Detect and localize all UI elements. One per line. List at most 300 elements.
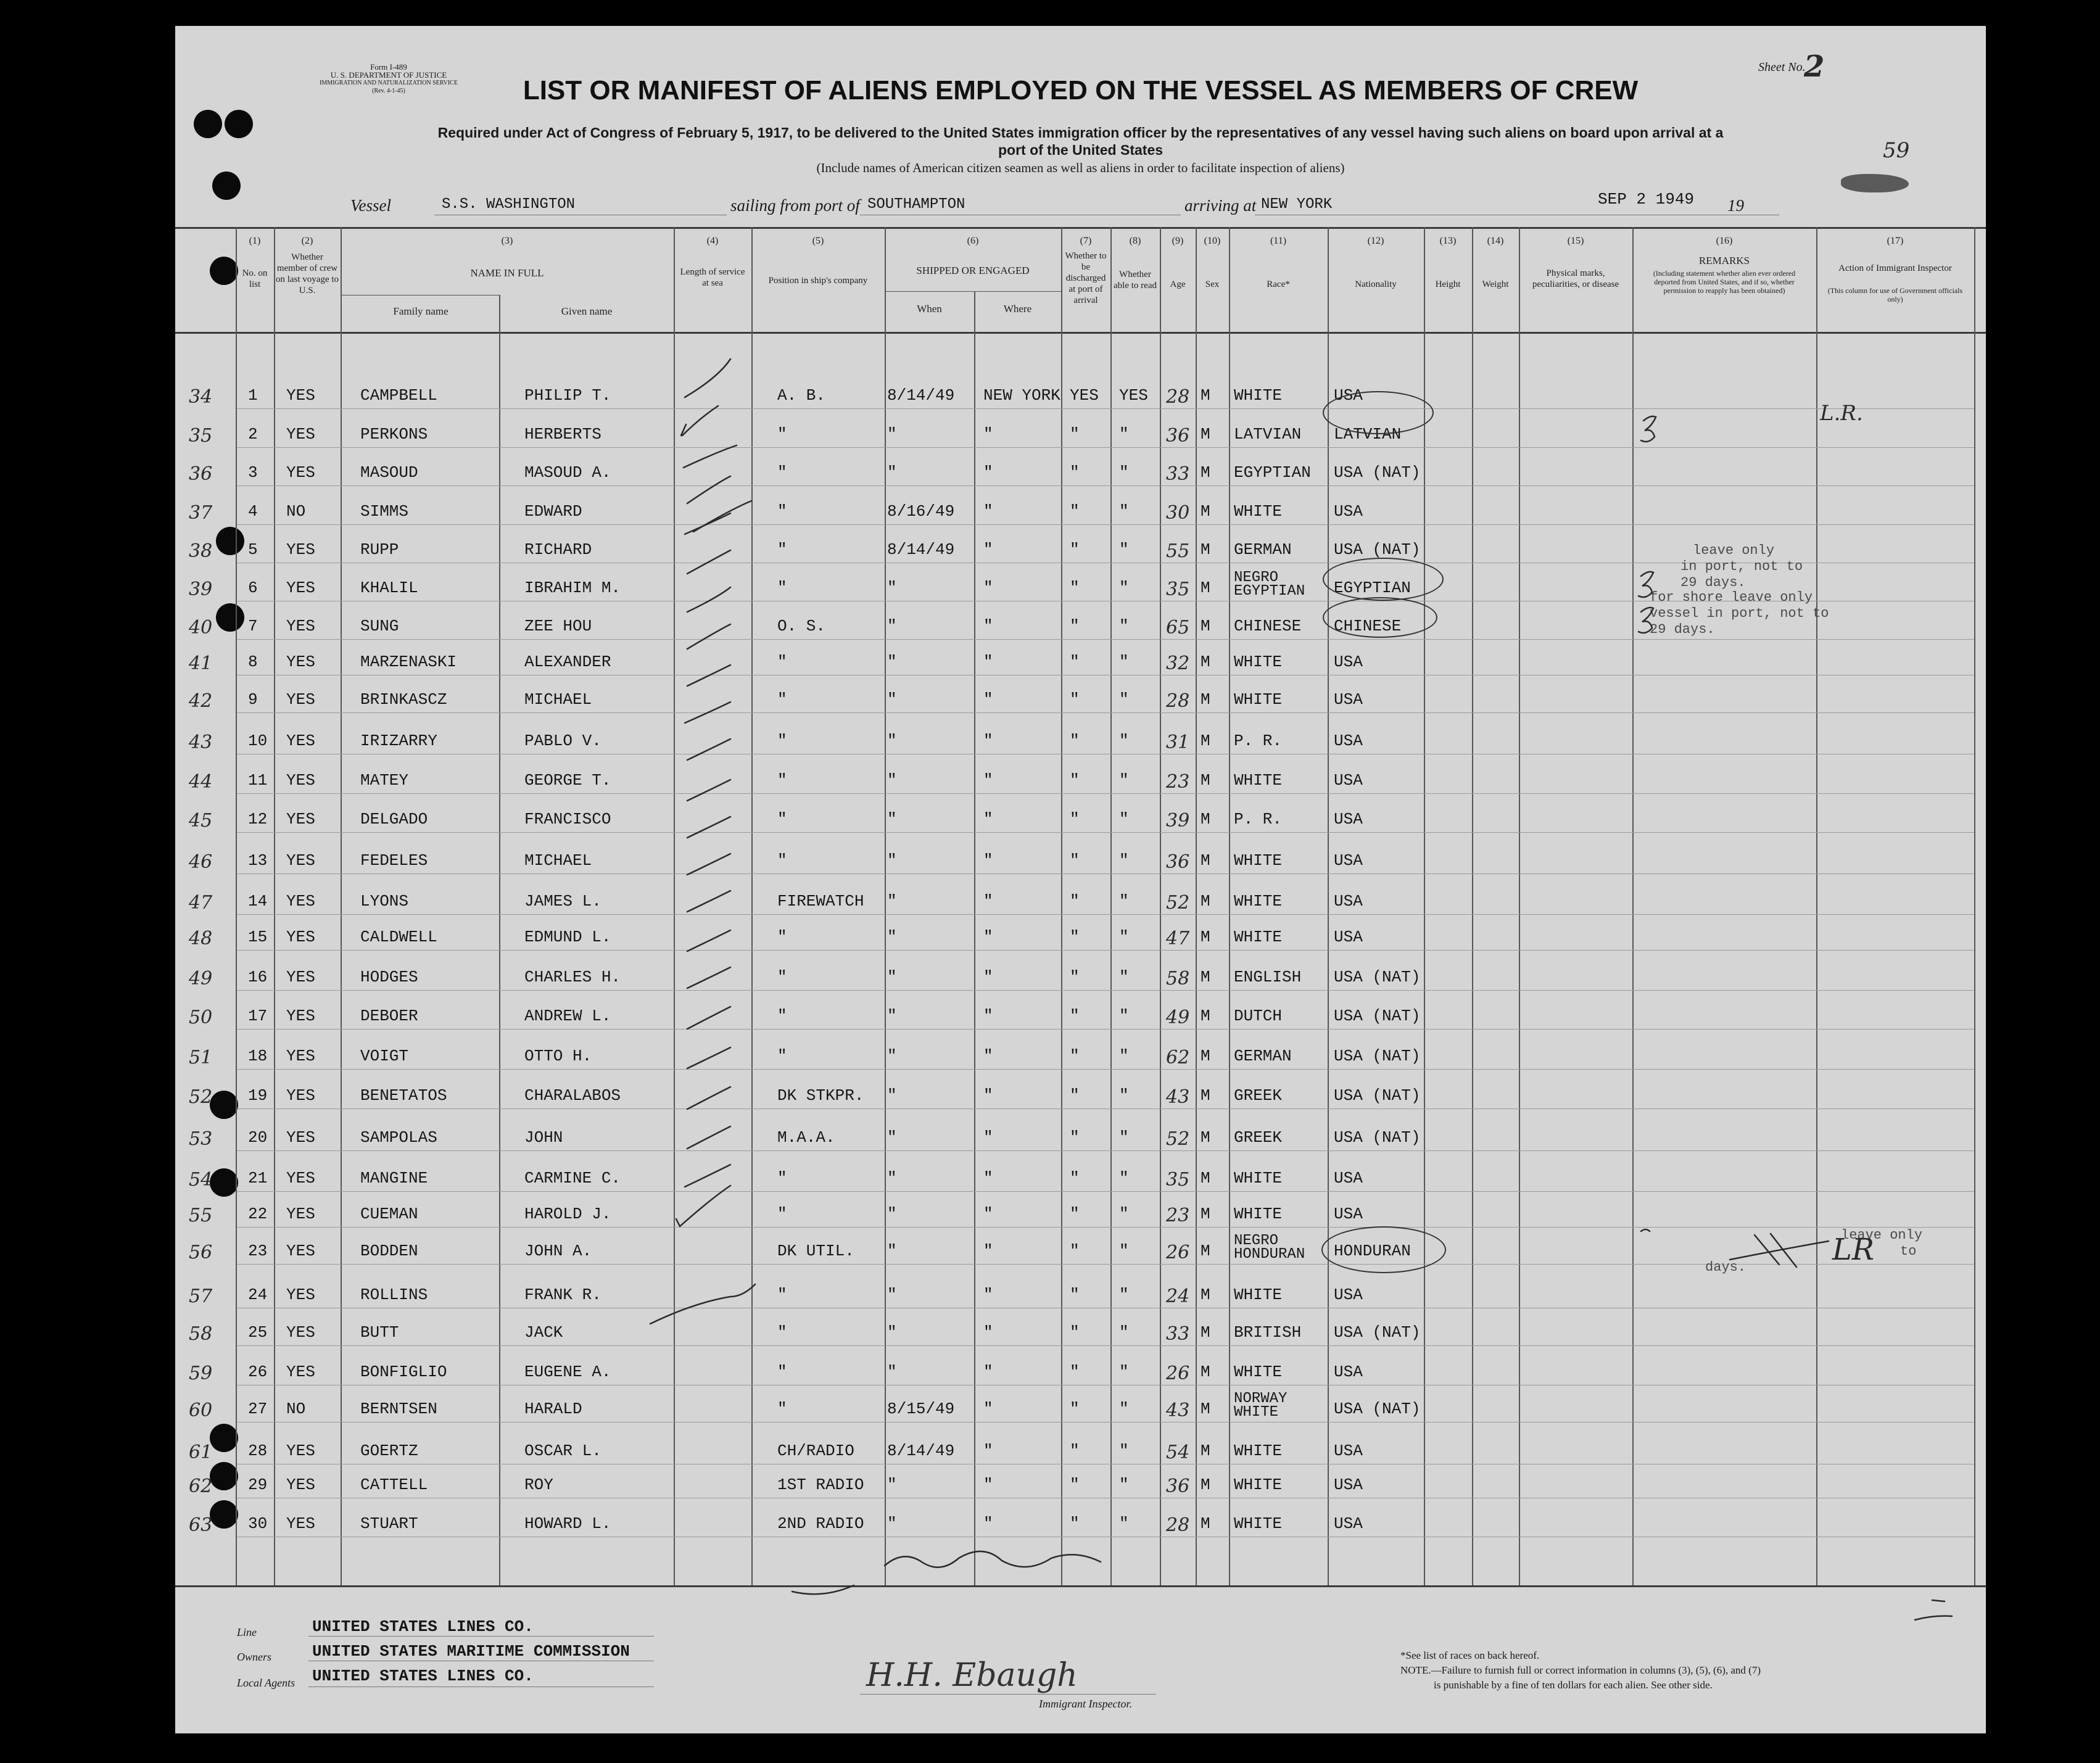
row-able-to-read: ": [1119, 540, 1129, 559]
col-13-num: (13): [1439, 236, 1457, 246]
row-able-to-read: ": [1119, 851, 1129, 870]
row-position: DK STKPR.: [777, 1086, 864, 1105]
line-label: Line: [237, 1626, 257, 1638]
row-able-to-read: ": [1119, 1363, 1129, 1381]
row-race: GERMAN: [1234, 540, 1292, 559]
row-race: WHITE: [1234, 1476, 1283, 1494]
row-sequence-number: 60: [189, 1400, 213, 1421]
row-shipped-when: 8/16/49: [887, 502, 955, 521]
row-list-number: 21: [248, 1169, 268, 1187]
row-last-voyage: YES: [286, 1442, 315, 1460]
row-list-number: 7: [248, 617, 258, 635]
row-age: 43: [1166, 1086, 1190, 1108]
row-age: 54: [1166, 1442, 1190, 1463]
row-shipped-where: NEW YORK: [983, 386, 1060, 405]
row-position: ": [777, 1286, 787, 1304]
row-shipped-when: ": [887, 1323, 897, 1342]
row-family-name: ROLLINS: [360, 1286, 428, 1304]
row-discharged: ": [1070, 1476, 1080, 1494]
sheet-number: 2: [1804, 49, 1825, 84]
row-discharged: ": [1070, 617, 1080, 635]
row-sex: M: [1201, 690, 1210, 709]
row-list-number: 15: [248, 928, 268, 946]
row-race: GREEK: [1234, 1128, 1283, 1147]
owners-label: Owners: [237, 1651, 272, 1663]
row-position: ": [777, 579, 787, 597]
row-sequence-number: 55: [189, 1205, 213, 1226]
row-given-name: CHARLES H.: [524, 968, 621, 986]
row-given-name: RICHARD: [524, 540, 592, 559]
row-able-to-read: ": [1119, 1514, 1129, 1533]
row-sequence-number: 42: [189, 690, 213, 712]
row-family-name: HODGES: [360, 968, 418, 986]
row-last-voyage: YES: [286, 1086, 315, 1105]
row-race: BRITISH: [1234, 1323, 1302, 1342]
row-sequence-number: 45: [189, 810, 213, 832]
row-family-name: BERNTSEN: [360, 1400, 437, 1418]
row-nationality: USA (NAT): [1334, 968, 1421, 986]
col-2-num: (2): [301, 236, 313, 246]
row-nationality: USA: [1334, 653, 1363, 671]
row-sequence-number: 61: [189, 1442, 213, 1463]
row-last-voyage: YES: [286, 690, 315, 709]
row-given-name: MICHAEL: [524, 690, 592, 709]
row-given-name: PABLO V.: [524, 732, 601, 750]
row-given-name: EDMUND L.: [524, 928, 611, 946]
vessel-label: Vessel: [350, 196, 391, 215]
row-race: ENGLISH: [1234, 968, 1302, 986]
row-last-voyage: YES: [286, 1242, 315, 1260]
row-shipped-when: 8/15/49: [887, 1400, 955, 1418]
col-8-num: (8): [1129, 236, 1141, 246]
row-able-to-read: ": [1119, 1007, 1129, 1025]
row-nationality: USA: [1334, 771, 1363, 790]
row-discharged: ": [1070, 892, 1080, 910]
row-position: DK UTIL.: [777, 1242, 854, 1260]
row-sex: M: [1201, 810, 1210, 828]
row-race: WHITE: [1234, 771, 1283, 790]
row-sequence-number: 48: [189, 928, 213, 949]
row-position: ": [777, 540, 787, 559]
col-9-header: Age: [1170, 279, 1186, 289]
row-last-voyage: YES: [286, 386, 315, 405]
row-able-to-read: ": [1119, 1476, 1129, 1494]
row-sex: M: [1201, 1442, 1210, 1460]
col-3-header: NAME IN FULL: [470, 267, 544, 279]
row-given-name: ROY: [524, 1476, 553, 1494]
col-7-header: Whether to be discharged at port of arrival: [1065, 251, 1107, 305]
row-race: WHITE: [1234, 690, 1283, 709]
row-position: ": [777, 1047, 787, 1065]
row-sequence-number: 36: [189, 463, 213, 485]
row-age: 33: [1166, 463, 1190, 485]
row-nationality: USA (NAT): [1334, 1128, 1421, 1147]
row-position: M.A.A.: [777, 1128, 835, 1147]
row-nationality: USA: [1334, 690, 1363, 709]
row-sex: M: [1201, 1323, 1210, 1342]
arrival-date: SEP 2 1949: [1598, 190, 1695, 209]
row-age: 23: [1166, 771, 1190, 793]
remark-line: 29 days.: [1650, 622, 1715, 637]
row-discharged: ": [1070, 771, 1080, 790]
row-nationality: EGYPTIAN: [1334, 579, 1411, 597]
row-position: CH/RADIO: [777, 1442, 854, 1460]
col-given-name: Given name: [561, 305, 613, 317]
row-sequence-number: 58: [189, 1323, 213, 1345]
row-discharged: ": [1070, 928, 1080, 946]
row-able-to-read: YES: [1119, 386, 1148, 405]
row-race: WHITE: [1234, 653, 1283, 671]
col-15-header: Physical marks, peculiarities, or disease: [1532, 268, 1619, 289]
row-age: 32: [1166, 653, 1190, 674]
row-sequence-number: 40: [189, 617, 213, 638]
row-discharged: ": [1070, 1286, 1080, 1304]
row-family-name: STUART: [360, 1514, 418, 1533]
row-given-name: HOWARD L.: [524, 1514, 611, 1533]
row-list-number: 2: [248, 425, 258, 444]
row-last-voyage: NO: [286, 1400, 306, 1418]
row-sex: M: [1201, 653, 1210, 671]
row-shipped-when: ": [887, 690, 897, 709]
row-family-name: BUTT: [360, 1323, 399, 1342]
row-position: ": [777, 502, 787, 521]
row-shipped-where: ": [983, 1400, 993, 1418]
col-14-num: (14): [1487, 236, 1504, 246]
col-11-num: (11): [1270, 236, 1287, 246]
col-12-header: Nationality: [1355, 279, 1397, 289]
row-shipped-where: ": [983, 502, 993, 521]
row-shipped-where: ": [983, 771, 993, 790]
row-list-number: 24: [248, 1286, 268, 1304]
row-sequence-number: 63: [189, 1514, 213, 1536]
row-able-to-read: ": [1119, 1400, 1129, 1418]
row-nationality: USA (NAT): [1334, 1047, 1421, 1065]
manifest-sheet: [175, 26, 1986, 1733]
row-shipped-when: ": [887, 1169, 897, 1187]
row-age: 26: [1166, 1363, 1190, 1384]
remark-line: 29 days.: [1680, 575, 1746, 590]
row-position: ": [777, 1400, 787, 1418]
row-given-name: JACK: [524, 1323, 563, 1342]
sheet-label: Sheet No.: [1758, 60, 1806, 74]
row-able-to-read: ": [1119, 732, 1129, 750]
row-family-name: RUPP: [360, 540, 399, 559]
row-nationality: USA: [1334, 810, 1363, 828]
row-list-number: 16: [248, 968, 268, 986]
row-last-voyage: YES: [286, 579, 315, 597]
remark-line: days.: [1705, 1260, 1747, 1275]
col-11-header: Race*: [1267, 279, 1290, 289]
row-list-number: 25: [248, 1323, 268, 1342]
row-sex: M: [1201, 540, 1210, 559]
row-last-voyage: YES: [286, 968, 315, 986]
row-shipped-where: ": [983, 732, 993, 750]
row-sequence-number: 39: [189, 579, 213, 600]
inspector-signature: H.H. Ebaugh: [866, 1657, 1078, 1694]
col-where: Where: [1003, 303, 1032, 315]
row-discharged: ": [1070, 463, 1080, 482]
row-list-number: 5: [248, 540, 258, 559]
row-age: 26: [1166, 1242, 1190, 1263]
row-nationality: USA: [1334, 502, 1363, 521]
row-shipped-where: ": [983, 1286, 993, 1304]
page-title: LIST OR MANIFEST OF ALIENS EMPLOYED ON THE VESSEL AS MEMBERS OF CREW: [523, 75, 1639, 105]
row-sequence-number: 38: [189, 540, 213, 562]
row-list-number: 14: [248, 892, 268, 910]
row-nationality: USA: [1334, 928, 1363, 946]
row-last-voyage: YES: [286, 1286, 315, 1304]
row-able-to-read: ": [1119, 928, 1129, 946]
row-shipped-where: ": [983, 1476, 993, 1494]
row-race: WHITE: [1234, 1169, 1283, 1187]
row-list-number: 11: [248, 771, 268, 790]
row-sequence-number: 43: [189, 732, 213, 753]
row-list-number: 10: [248, 732, 268, 750]
row-shipped-where: ": [983, 1442, 993, 1460]
row-age: 30: [1166, 502, 1190, 524]
subtitle-3: (Include names of American citizen seamen as well as aliens in order to facilitate inspection of aliens): [816, 160, 1345, 175]
row-discharged: ": [1070, 425, 1080, 444]
row-position: ": [777, 810, 787, 828]
row-shipped-where: ": [983, 1205, 993, 1223]
row-nationality: USA (NAT): [1334, 1086, 1421, 1105]
col-16-header: REMARKS: [1698, 255, 1750, 266]
row-given-name: EUGENE A.: [524, 1363, 611, 1381]
row-shipped-when: ": [887, 1086, 897, 1105]
row-race: P. R.: [1234, 810, 1283, 828]
row-sequence-number: 35: [189, 425, 213, 447]
row-discharged: ": [1070, 1323, 1080, 1342]
row-shipped-when: ": [887, 463, 897, 482]
row-able-to-read: ": [1119, 502, 1129, 521]
row-given-name: OTTO H.: [524, 1047, 592, 1065]
row-nationality: USA: [1334, 1169, 1363, 1187]
row-sequence-number: 53: [189, 1128, 213, 1150]
row-able-to-read: ": [1119, 1286, 1129, 1304]
row-sex: M: [1201, 1242, 1210, 1260]
row-position: ": [777, 732, 787, 750]
row-shipped-when: ": [887, 968, 897, 986]
row-sex: M: [1201, 1169, 1210, 1187]
row-discharged: ": [1070, 690, 1080, 709]
row-able-to-read: ": [1119, 1205, 1129, 1223]
row-discharged: ": [1070, 1514, 1080, 1533]
row-age: 49: [1166, 1007, 1190, 1028]
row-shipped-where: ": [983, 653, 993, 671]
row-able-to-read: ": [1119, 463, 1129, 482]
row-list-number: 30: [248, 1514, 268, 1533]
row-sequence-number: 57: [189, 1286, 213, 1307]
row-nationality: USA: [1334, 851, 1363, 870]
row-position: ": [777, 928, 787, 946]
row-last-voyage: YES: [286, 1007, 315, 1025]
row-nationality: USA (NAT): [1334, 1323, 1421, 1342]
row-discharged: ": [1070, 1007, 1080, 1025]
col-6-num: (6): [967, 236, 979, 246]
row-sequence-number: 41: [189, 653, 213, 674]
row-race: WHITE: [1234, 502, 1283, 521]
row-race: WHITE: [1234, 386, 1283, 405]
row-sex: M: [1201, 1363, 1210, 1381]
row-shipped-where: ": [983, 1242, 993, 1260]
row-able-to-read: ": [1119, 1442, 1129, 1460]
row-list-number: 29: [248, 1476, 268, 1494]
row-last-voyage: YES: [286, 928, 315, 946]
row-discharged: ": [1070, 1400, 1080, 1418]
row-family-name: SIMMS: [360, 502, 409, 521]
row-shipped-where: ": [983, 810, 993, 828]
col-16-note: (Including statement whether alien ever ordered deported from United States, and if so, whether permission to reapply has been obtained): [1653, 269, 1796, 295]
row-sequence-number: 37: [189, 502, 213, 524]
row-given-name: IBRAHIM M.: [524, 579, 621, 597]
col-14-header: Weight: [1482, 279, 1509, 289]
row-discharged: ": [1070, 732, 1080, 750]
col-17-num: (17): [1887, 236, 1904, 246]
row-list-number: 6: [248, 579, 258, 597]
row-sex: M: [1201, 425, 1210, 444]
inspector-label: Immigrant Inspector.: [1039, 1698, 1132, 1710]
row-race: WHITE: [1234, 851, 1283, 870]
row-age: 58: [1166, 968, 1190, 989]
row-race: GREEK: [1234, 1086, 1283, 1105]
row-shipped-when: ": [887, 1128, 897, 1147]
row-sex: M: [1201, 732, 1210, 750]
row-position: ": [777, 1205, 787, 1223]
row-shipped-where: ": [983, 1169, 993, 1187]
row-age: 52: [1166, 1128, 1190, 1150]
row-age: 39: [1166, 810, 1190, 832]
row-sequence-number: 49: [189, 968, 213, 989]
row-list-number: 18: [248, 1047, 268, 1065]
row-shipped-when: ": [887, 1514, 897, 1533]
row-sequence-number: 59: [189, 1363, 213, 1384]
row-last-voyage: YES: [286, 425, 315, 444]
row-given-name: JOHN A.: [524, 1242, 592, 1260]
row-able-to-read: ": [1119, 579, 1129, 597]
row-last-voyage: YES: [286, 771, 315, 790]
remark-line: leave only: [1841, 1228, 1923, 1243]
remark-line: for shore leave only: [1650, 590, 1813, 605]
row-given-name: ZEE HOU: [524, 617, 592, 635]
row-sequence-number: 54: [189, 1169, 213, 1191]
row-shipped-when: ": [887, 425, 897, 444]
row-shipped-when: ": [887, 579, 897, 597]
row-race: EGYPTIAN: [1234, 463, 1311, 482]
row-given-name: CHARALABOS: [524, 1086, 621, 1105]
row-family-name: BENETATOS: [360, 1086, 447, 1105]
row-list-number: 3: [248, 463, 258, 482]
row-shipped-when: ": [887, 653, 897, 671]
row-family-name: CAMPBELL: [360, 386, 437, 405]
row-list-number: 27: [248, 1400, 268, 1418]
row-last-voyage: YES: [286, 617, 315, 635]
row-sex: M: [1201, 1205, 1210, 1223]
row-position: ": [777, 968, 787, 986]
row-discharged: ": [1070, 810, 1080, 828]
row-last-voyage: YES: [286, 1047, 315, 1065]
row-able-to-read: ": [1119, 968, 1129, 986]
row-given-name: JAMES L.: [524, 892, 601, 910]
row-age: 62: [1166, 1047, 1190, 1068]
row-age: 36: [1166, 425, 1190, 447]
row-shipped-where: ": [983, 892, 993, 910]
row-position: A. B.: [777, 386, 826, 405]
row-shipped-when: ": [887, 1476, 897, 1494]
row-able-to-read: ": [1119, 1242, 1129, 1260]
row-family-name: CATTELL: [360, 1476, 428, 1494]
row-able-to-read: ": [1119, 617, 1129, 635]
row-given-name: GEORGE T.: [524, 771, 611, 790]
row-sex: M: [1201, 386, 1210, 405]
row-list-number: 28: [248, 1442, 268, 1460]
row-last-voyage: YES: [286, 1169, 315, 1187]
row-sex: M: [1201, 1128, 1210, 1147]
row-nationality: USA (NAT): [1334, 1007, 1421, 1025]
row-age: 36: [1166, 851, 1190, 873]
remark-line: vessel in port, not to: [1650, 606, 1829, 621]
row-position: ": [777, 851, 787, 870]
row-shipped-when: 8/14/49: [887, 1442, 955, 1460]
row-nationality: USA (NAT): [1334, 463, 1421, 482]
col-17-note: (This column for use of Government officials only): [1827, 286, 1963, 303]
row-last-voyage: YES: [286, 463, 315, 482]
row-age: 28: [1166, 386, 1190, 408]
row-age: 52: [1166, 892, 1190, 914]
form-revision: (Rev. 4-1-45): [372, 88, 405, 94]
row-race: WHITE: [1234, 892, 1283, 910]
row-shipped-when: ": [887, 1242, 897, 1260]
col-when: When: [917, 303, 942, 315]
row-last-voyage: YES: [286, 540, 315, 559]
col-10-header: Sex: [1205, 279, 1220, 289]
row-age: 23: [1166, 1205, 1190, 1226]
row-shipped-where: ": [983, 1363, 993, 1381]
row-position: ": [777, 690, 787, 709]
port-from: SOUTHAMPTON: [867, 196, 965, 213]
row-last-voyage: YES: [286, 1514, 315, 1533]
remark-line: to: [1900, 1244, 1917, 1259]
row-last-voyage: YES: [286, 851, 315, 870]
row-shipped-where: ": [983, 540, 993, 559]
row-age: 33: [1166, 1323, 1190, 1345]
row-able-to-read: ": [1119, 771, 1129, 790]
row-given-name: JOHN: [524, 1128, 563, 1147]
col-16-num: (16): [1716, 236, 1733, 246]
row-given-name: EDWARD: [524, 502, 582, 521]
row-family-name: MATEY: [360, 771, 409, 790]
row-shipped-where: ": [983, 1323, 993, 1342]
row-list-number: 23: [248, 1242, 268, 1260]
subtitle-1: Required under Act of Congress of February 5, 1917, to be delivered to the United States immigration officer by the representatives of any vessel having such aliens on board upon arrival at a: [437, 125, 1724, 141]
row-given-name: CARMINE C.: [524, 1169, 621, 1187]
row-sex: M: [1201, 463, 1210, 482]
row-able-to-read: ": [1119, 1128, 1129, 1147]
row-able-to-read: ": [1119, 892, 1129, 910]
row-race: LATVIAN: [1234, 425, 1302, 444]
row-age: 35: [1166, 1169, 1190, 1191]
row-position: ": [777, 1323, 787, 1342]
row-given-name: FRANK R.: [524, 1286, 601, 1304]
row-discharged: ": [1070, 579, 1080, 597]
row-shipped-when: ": [887, 1205, 897, 1223]
row-family-name: LYONS: [360, 892, 409, 910]
agents-value: UNITED STATES LINES CO.: [312, 1667, 534, 1685]
row-shipped-where: ": [983, 690, 993, 709]
row-race: WHITE: [1234, 1205, 1283, 1223]
remark-line: in port, not to: [1680, 559, 1803, 574]
row-age: 35: [1166, 579, 1190, 600]
row-nationality: USA: [1334, 386, 1363, 405]
